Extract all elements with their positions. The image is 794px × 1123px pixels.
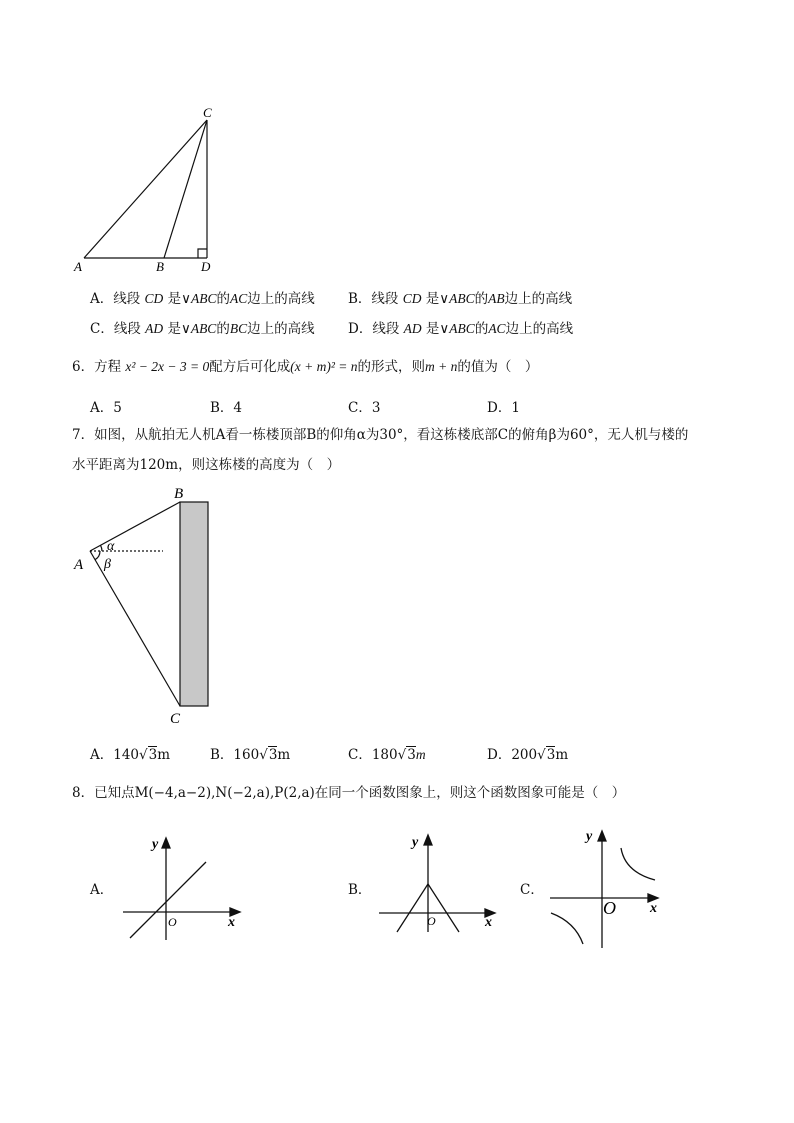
segment-AC — [84, 120, 207, 258]
q8-stem: 8．已知点M(−4,a−2),N(−2,a),P(2,a)在同一个函数图象上，则这个函数图象可能是（ ） — [72, 785, 626, 801]
q5-option-b[interactable]: B．线段 CD 是∨ABC的AB边上的高线 — [348, 291, 573, 307]
axis-x-label: x — [228, 915, 235, 930]
q7-option-b[interactable]: B．160√3m — [210, 747, 291, 763]
q5-option-c[interactable]: C．线段 AD 是∨ABC的BC边上的高线 — [90, 321, 315, 337]
right-angle-mark — [198, 249, 207, 258]
q8-graph-b — [375, 826, 505, 936]
q8-option-b-key[interactable]: B． — [348, 882, 372, 898]
q7-option-c[interactable]: C．180√3m — [348, 747, 426, 763]
q6-option-a[interactable]: A．5 — [90, 400, 122, 416]
q5-option-a[interactable]: A．线段 CD 是∨ABC的AC边上的高线 — [90, 291, 315, 307]
label-beta: β — [104, 557, 111, 572]
q8-graph-a — [118, 828, 248, 948]
q6-option-c[interactable]: C．3 — [348, 400, 381, 416]
origin-label: O — [168, 915, 177, 929]
q8-graph-c — [545, 822, 675, 952]
angle-alpha-arc — [101, 545, 103, 551]
line-of-sight-AB — [90, 502, 180, 551]
segment-BC — [164, 120, 207, 258]
q7-option-a[interactable]: A．140√3m — [90, 747, 171, 763]
axis-x-label: x — [485, 915, 492, 930]
label-A: A — [74, 259, 82, 274]
origin-label: O — [427, 914, 436, 928]
label-alpha: α — [107, 539, 115, 554]
label-C: C — [203, 105, 212, 120]
label-B: B — [156, 259, 164, 274]
origin-label: O — [603, 898, 616, 918]
q7-option-d[interactable]: D．200√3m — [487, 747, 569, 763]
q8-option-a-key[interactable]: A． — [90, 882, 114, 898]
label-D: D — [201, 259, 211, 274]
q7-stem-line-2: 水平距离为120m，则这栋楼的高度为（ ） — [72, 457, 341, 473]
label-B: B — [174, 486, 184, 502]
q6-option-b[interactable]: B．4 — [210, 400, 243, 416]
axis-x-label: x — [650, 901, 657, 916]
building-figure — [70, 482, 220, 727]
building — [180, 502, 208, 706]
axis-y-label: y — [412, 835, 419, 850]
q8-option-c-key[interactable]: C． — [520, 882, 544, 898]
axis-y-label: y — [586, 829, 593, 844]
triangle-figure — [70, 100, 230, 280]
label-A: A — [74, 557, 84, 573]
q6-option-d[interactable]: D．1 — [487, 400, 520, 416]
label-C: C — [170, 711, 181, 727]
q7-stem-line-1: 7．如图，从航拍无人机A看一栋楼顶部B的仰角α为30°，看这栋楼底部C的俯角β为60°，无人机与楼的 — [72, 427, 689, 443]
line-of-sight-AC — [90, 551, 180, 706]
angle-beta-arc — [95, 551, 100, 560]
axis-y-label: y — [152, 837, 159, 852]
q6-stem: 6．方程 x² − 2x − 3 = 0配方后可化成(x + m)² = n的形式，则m + n的值为（ ） — [72, 359, 539, 375]
q5-option-d[interactable]: D．线段 AD 是∨ABC的AC边上的高线 — [348, 321, 574, 337]
